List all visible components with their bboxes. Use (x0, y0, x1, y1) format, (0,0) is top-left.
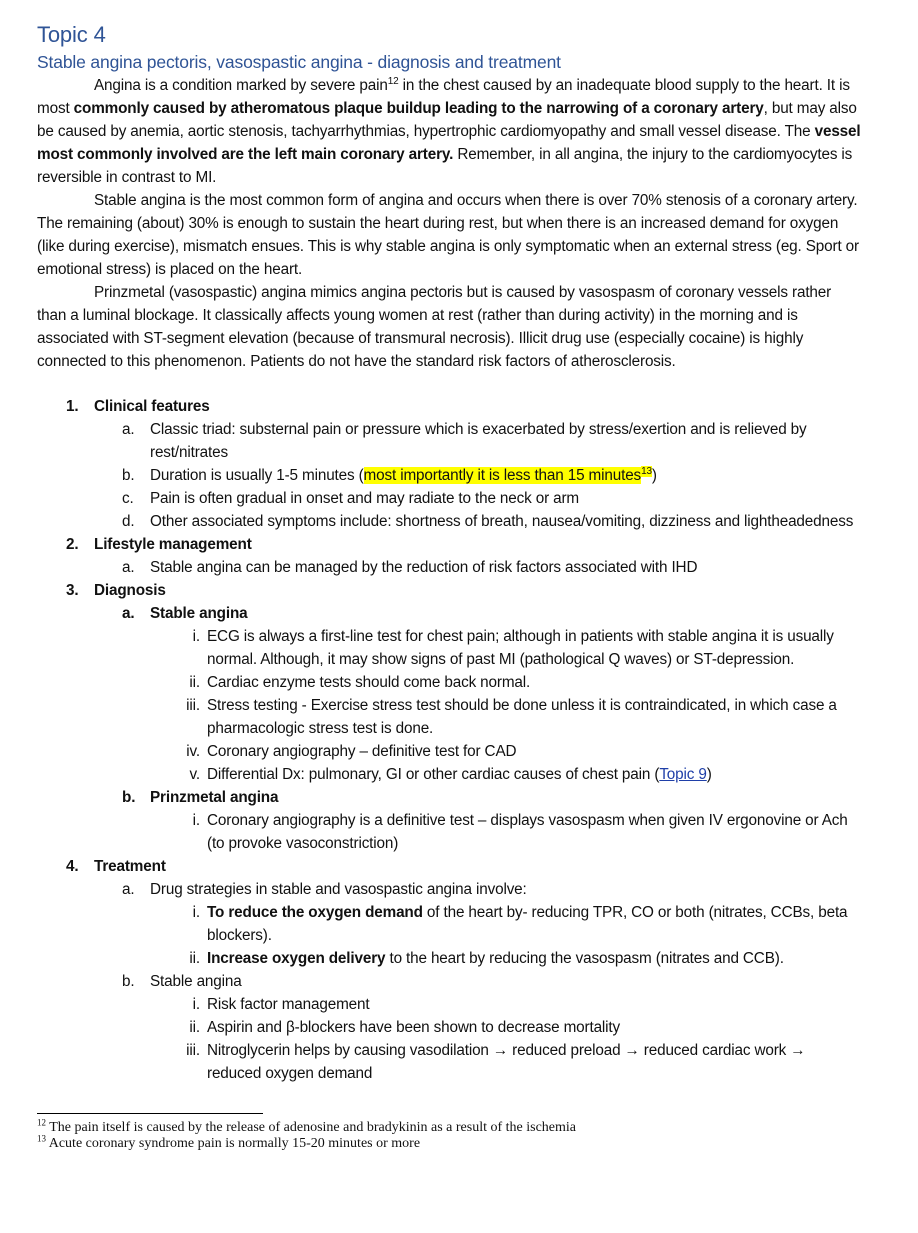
topic-subtitle: Stable angina pectoris, vasospastic angina - diagnosis and treatment (37, 52, 561, 72)
list-marker: b. (122, 467, 135, 484)
list-item (94, 556, 862, 579)
footnote-number: 12 (37, 1117, 46, 1128)
list-marker: i. (192, 996, 200, 1013)
list-item (150, 901, 862, 947)
footnotes (37, 1117, 918, 1152)
list-marker: d. (122, 513, 135, 530)
highlighted-text: most importantly it is less than 15 minutes (363, 467, 642, 484)
text: , but may also be caused by anemia, aortic stenosis, tachyarrhythmias, hypertrophic cardiomyopathy and small vessel disease. The (37, 100, 857, 140)
footnote-13 (37, 1133, 918, 1152)
section-lifestyle-management (37, 533, 862, 579)
item-text: Nitroglycerin helps by causing vasodilation → reduced preload → reduced cardiac work → reduced oxygen demand (207, 1042, 806, 1082)
list-item (150, 740, 862, 763)
list-number: 1. (66, 398, 79, 415)
item-text: Classic triad: substernal pain or pressure which is exacerbated by stress/exertion and is relieved by rest/nitrates (150, 421, 807, 461)
subsection-stable-angina-treatment (94, 970, 862, 1085)
intro-paragraph-1 (37, 74, 862, 189)
list-marker: ii. (189, 950, 200, 967)
section-heading: Lifestyle management (94, 536, 252, 553)
footnote-separator (37, 1113, 263, 1114)
text: in the chest caused by an inadequate blood supply to the heart. It is most (37, 77, 850, 117)
text: Remember, in all angina, the injury to the cardiomyocytes is reversible in contrast to MI. (37, 146, 853, 186)
subsection-heading: Prinzmetal angina (150, 789, 279, 806)
section-heading: Diagnosis (94, 582, 166, 599)
list-number: 2. (66, 536, 79, 553)
intro-paragraph-2: Stable angina is the most common form of angina and occurs when there is over 70% stenosis of a coronary artery. The remaining (about) 30% is enough to sustain the heart during rest, but when there is an increased demand for oxygen (like during exercise), mismatch ensues. This is why stable angina is only symptomatic when an external stress (eg. Sport or emotional stress) is placed on the heart. (37, 192, 859, 278)
item-text: Risk factor management (207, 996, 370, 1013)
item-text: Duration is usually 1-5 minutes ( (150, 467, 364, 484)
text: Angina is a condition marked by severe pain (94, 77, 388, 94)
topic-9-link[interactable]: Topic 9 (659, 766, 707, 783)
list-marker: iii. (186, 1042, 200, 1059)
list-marker: i. (192, 628, 200, 645)
list-marker: a. (122, 881, 135, 898)
list-marker: i. (192, 904, 200, 921)
list-marker: a. (122, 605, 135, 622)
section-diagnosis (37, 579, 862, 855)
list-item (150, 694, 862, 740)
item-text: ) (651, 467, 657, 484)
footnote-area (37, 1113, 918, 1162)
list-marker: i. (192, 812, 200, 829)
item-text: Differential Dx: pulmonary, GI or other cardiac causes of chest pain ( (207, 766, 660, 783)
list-item (150, 993, 862, 1016)
item-text: Coronary angiography – definitive test for CAD (207, 743, 517, 760)
list-item (150, 671, 862, 694)
subsection-drug-strategies (94, 878, 862, 970)
item-text: Other associated symptoms include: shortness of breath, nausea/vomiting, dizziness and lightheadedness (150, 513, 854, 530)
list-number: 3. (66, 582, 79, 599)
bold-text: vessel most commonly involved are the left main coronary artery. (37, 123, 861, 163)
list-item (150, 947, 862, 970)
list-marker: c. (122, 490, 134, 507)
list-item (94, 510, 862, 533)
bold-text: commonly caused by atheromatous plaque buildup leading to the narrowing of a coronary artery (73, 100, 764, 117)
list-item (150, 1039, 862, 1085)
list-marker: iii. (186, 697, 200, 714)
list-marker: ii. (189, 1019, 200, 1036)
list-marker: iv. (186, 743, 200, 760)
section-treatment (37, 855, 862, 1085)
list-number: 4. (66, 858, 79, 875)
bold-text: To reduce the oxygen demand (207, 904, 423, 921)
list-item (94, 418, 862, 464)
footnote-text: Acute coronary syndrome pain is normally 15-20 minutes or more (48, 1136, 421, 1151)
item-text: Pain is often gradual in onset and may radiate to the neck or arm (150, 490, 580, 507)
list-marker: v. (189, 766, 200, 783)
document-page (37, 0, 862, 1085)
item-text: Coronary angiography is a definitive test – displays vasospasm when given IV ergonovine or Ach (to provoke vasoconstriction) (207, 812, 848, 852)
subsection-heading: Stable angina (150, 605, 248, 622)
section-heading: Treatment (94, 858, 166, 875)
subsection-heading: Stable angina (150, 973, 242, 990)
subsection-heading: Drug strategies in stable and vasospastic angina involve: (150, 881, 527, 898)
item-text: ECG is always a first-line test for chest pain; although in patients with stable angina it is usually normal. Although, it may show signs of past MI (pathological Q waves) or ST-depression. (207, 628, 834, 668)
intro-paragraph-3: Prinzmetal (vasospastic) angina mimics angina pectoris but is caused by vasospasm of coronary vessels rather than a luminal blockage. It classically affects young women at rest (rather than during activity) in the morning and is associated with ST-segment elevation (because of transmural necrosis). Illicit drug use (especially cocaine) is highly connected to this phenomenon. Patients do not have the standard risk factors of atherosclerosis. (37, 284, 832, 370)
list-marker: a. (122, 421, 135, 438)
list-item (94, 487, 862, 510)
item-text: Stable angina can be managed by the reduction of risk factors associated with IHD (150, 559, 698, 576)
footnote-ref-13[interactable]: 13 (641, 465, 652, 477)
list-item (150, 625, 862, 671)
item-text: Cardiac enzyme tests should come back normal. (207, 674, 531, 691)
bold-text: Increase oxygen delivery (207, 950, 386, 967)
list-item (94, 464, 862, 487)
footnote-12 (37, 1117, 918, 1136)
list-marker: ii. (189, 674, 200, 691)
item-text: Stress testing - Exercise stress test should be done unless it is contraindicated, in which case a pharmacologic stress test is done. (207, 697, 837, 737)
subsection-stable-angina (94, 602, 862, 786)
list-item (150, 763, 862, 786)
section-clinical-features (37, 395, 862, 533)
item-text: of the heart by- reducing TPR, CO or both (nitrates, CCBs, beta blockers). (207, 904, 848, 944)
item-text: Aspirin and β-blockers have been shown to decrease mortality (207, 1019, 621, 1036)
topic-title: Topic 4 (37, 22, 106, 47)
item-text: to the heart by reducing the vasospasm (nitrates and CCB). (385, 950, 784, 967)
list-marker: b. (122, 789, 136, 806)
list-marker: a. (122, 559, 135, 576)
footnote-text: The pain itself is caused by the release of adenosine and bradykinin as a result of the ischemia (49, 1120, 577, 1135)
list-marker: b. (122, 973, 135, 990)
footnote-ref-12[interactable]: 12 (387, 75, 399, 87)
list-item (150, 809, 862, 855)
list-item (150, 1016, 862, 1039)
footnote-number: 13 (37, 1133, 46, 1144)
item-text: ) (706, 766, 712, 783)
subsection-prinzmetal-angina (94, 786, 862, 855)
main-list (37, 395, 862, 1085)
section-heading: Clinical features (94, 398, 210, 415)
